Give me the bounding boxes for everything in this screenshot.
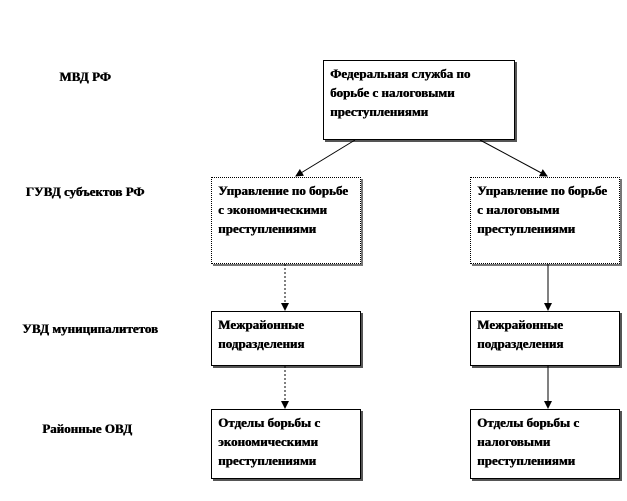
left-interdistrict-units-box: Межрайонные подразделения xyxy=(211,311,361,366)
tax-crimes-directorate-box: Управление по борьбе с налоговыми преступлениями xyxy=(470,177,620,264)
federal-service-box: Федеральная служба по борьбе с налоговыми преступлениями xyxy=(323,60,515,140)
tax-crimes-departments-box: Отделы борьбы с налоговыми преступлениями xyxy=(470,409,620,479)
level-label-ovd: Районные ОВД xyxy=(42,421,132,436)
right-interdistrict-units-box: Межрайонные подразделения xyxy=(470,311,620,366)
level-label-guvd: ГУВД субъектов РФ xyxy=(25,184,145,199)
economic-crimes-departments-box: Отделы борьбы с экономическими преступлениями xyxy=(211,409,361,479)
arrow-top-to-left xyxy=(296,140,355,176)
level-label-uvd: УВД муниципалитетов xyxy=(22,321,158,336)
arrow-top-to-right xyxy=(480,140,547,176)
level-label-mvd: МВД РФ xyxy=(59,69,111,84)
economic-crimes-directorate-box: Управление по борьбе с экономическими преступлениями xyxy=(211,177,361,264)
